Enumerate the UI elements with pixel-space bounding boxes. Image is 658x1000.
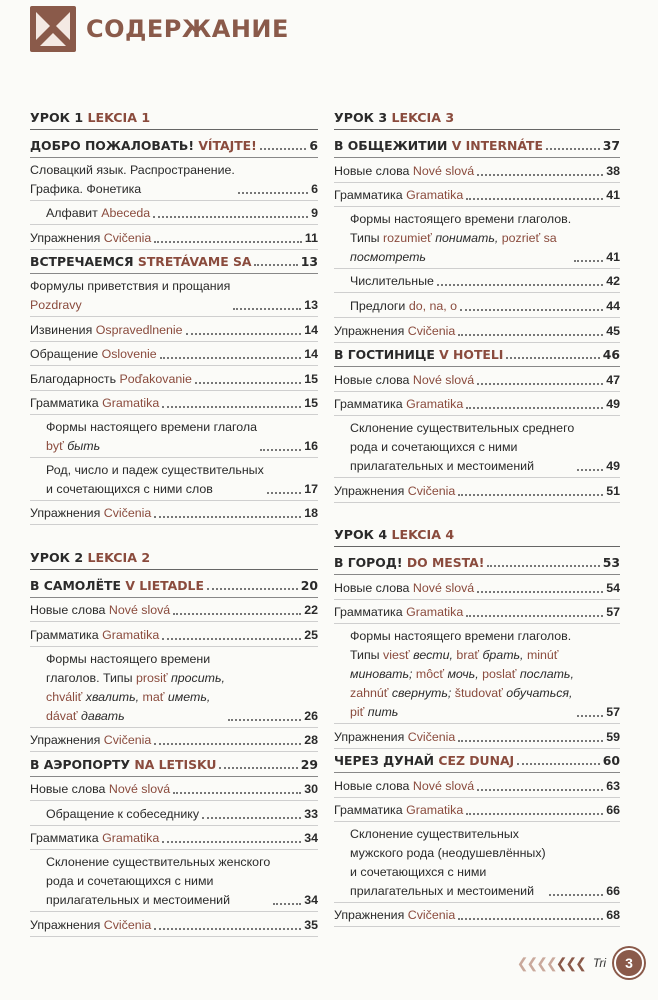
entry-title-sk: Abeceda — [101, 206, 151, 221]
toc-entry[interactable] — [30, 320, 318, 342]
entry-title: В ОБЩЕЖИТИИ — [334, 138, 448, 153]
toc-entry[interactable] — [334, 800, 620, 822]
entry-title: Обращение — [30, 347, 99, 362]
entry-title: прилагательных и местоимений — [350, 883, 535, 898]
entry-title-sk: brať — [456, 647, 479, 662]
page-number: 13 — [300, 254, 318, 270]
toc-entry[interactable] — [30, 600, 318, 622]
page-number: 14 — [304, 322, 318, 337]
page-number: 41 — [606, 188, 620, 203]
entry-title: Числительные — [350, 274, 434, 289]
toc-entry[interactable] — [334, 751, 620, 773]
lesson-label: УРОК 3 — [334, 110, 388, 125]
entry-title-sk: STRETÁVAME SA — [137, 254, 252, 270]
entry-title: Формы настоящего времени глаголов. — [350, 211, 572, 226]
toc-entry[interactable] — [30, 730, 318, 752]
entry-title-sk: študovať — [454, 685, 503, 700]
toc-entry[interactable] — [334, 394, 620, 416]
toc-entry[interactable] — [30, 915, 318, 937]
page-number: 45 — [606, 323, 620, 338]
entry-title-sk: Ospravedlnenie — [95, 322, 183, 337]
entry-title-sk: Nové slová — [108, 782, 171, 797]
toc-entry[interactable] — [334, 210, 620, 269]
entry-title: Склонение существительных женского — [46, 855, 271, 870]
entry-title: и сочетающихся с ними — [350, 864, 487, 879]
lesson-label: УРОК 4 — [334, 527, 388, 543]
toc-entry[interactable] — [30, 503, 318, 525]
page-number: 18 — [304, 506, 318, 521]
toc-entry[interactable] — [334, 825, 620, 903]
page-number: 29 — [300, 756, 318, 772]
entry-title-sk: DO MESTA! — [406, 555, 485, 571]
page-number: 34 — [304, 893, 318, 908]
toc-entry[interactable] — [30, 461, 318, 501]
toc-entry[interactable] — [30, 576, 318, 598]
page-number: 38 — [606, 163, 620, 178]
entry-title-sk: môcť — [415, 666, 444, 681]
entry-title: вести, — [413, 647, 453, 662]
toc-entry[interactable] — [30, 369, 318, 391]
entry-title: просить, — [170, 670, 225, 685]
page-number-badge: 3 — [614, 948, 644, 978]
entry-title: рода и сочетающихся с ними — [46, 874, 214, 889]
lesson-label-sk: LEKCIA 1 — [87, 110, 151, 125]
lesson-heading — [334, 525, 620, 547]
page-number: 30 — [304, 782, 318, 797]
entry-title: ДОБРО ПОЖАЛОВАТЬ! — [30, 138, 195, 153]
entry-title: прилагательных и местоимений — [46, 893, 231, 908]
toc-entry[interactable] — [30, 161, 318, 201]
toc-right-column — [334, 108, 620, 930]
entry-title-sk: mať — [142, 689, 165, 704]
entry-title: послать, — [519, 666, 574, 681]
entry-title-sk: rozumieť — [383, 230, 432, 245]
page-number: 49 — [606, 458, 620, 473]
entry-title: В ГОСТИНИЦЕ — [334, 347, 435, 363]
entry-title-sk: Cvičenia — [407, 483, 456, 498]
toc-entry[interactable] — [30, 252, 318, 274]
entry-title-sk: V LIETADLE — [125, 577, 204, 593]
page-number: 9 — [311, 206, 318, 221]
entry-title: Упражнения — [334, 908, 405, 923]
toc-entry[interactable] — [334, 602, 620, 624]
page-number: 15 — [304, 396, 318, 411]
page-number: 44 — [606, 298, 620, 313]
entry-title: Упражнения — [30, 917, 101, 932]
entry-title: Алфавит — [46, 206, 98, 221]
entry-title-sk: Cvičenia — [407, 323, 456, 338]
page-number: 6 — [311, 181, 318, 196]
page-number: 66 — [606, 803, 620, 818]
toc-entry[interactable] — [334, 481, 620, 503]
entry-title: и сочетающихся с ними слов — [46, 481, 213, 496]
entry-title: ЧЕРЕЗ ДУНАЙ — [334, 753, 435, 769]
entry-title: иметь, — [167, 689, 211, 704]
entry-title-sk: viesť — [383, 647, 410, 662]
entry-title: Упражнения — [30, 506, 101, 521]
entry-title-sk: V HOTELI — [439, 347, 504, 363]
entry-title: Новые слова — [334, 580, 410, 595]
entry-title-sk: byť — [46, 438, 64, 453]
entry-title-sk: Nové slová — [412, 580, 475, 595]
page-number: 17 — [304, 481, 318, 496]
entry-title: брать, — [482, 647, 524, 662]
page-word: Tri — [592, 956, 606, 970]
toc-entry[interactable] — [30, 828, 318, 850]
page-number: 46 — [602, 347, 620, 363]
toc-entry[interactable] — [334, 296, 620, 318]
page-number: 68 — [606, 908, 620, 923]
entry-title: Грамматика — [30, 831, 99, 846]
entry-title-sk: Gramatika — [406, 188, 464, 203]
entry-title: давать — [80, 708, 125, 723]
entry-title: Формулы приветствия и прощания — [30, 278, 231, 293]
toc-entry[interactable] — [30, 418, 318, 458]
entry-title: Новые слова — [334, 372, 410, 387]
toc-entry[interactable] — [30, 203, 318, 225]
page-number: 20 — [300, 577, 318, 593]
entry-title: ВСТРЕЧАЕМСЯ — [30, 254, 134, 270]
entry-title-sk: Nové slová — [412, 372, 475, 387]
toc-entry[interactable] — [334, 136, 620, 158]
lesson-heading — [30, 548, 318, 570]
toc-entry[interactable] — [30, 804, 318, 826]
entry-title: обучаться, — [506, 685, 573, 700]
entry-title-sk: Gramatika — [406, 397, 464, 412]
toc-entry[interactable] — [30, 650, 318, 728]
lesson-label-sk: LEKCIA 3 — [391, 110, 455, 125]
toc-left-column — [30, 108, 318, 939]
entry-title-sk: Cvičenia — [103, 230, 152, 245]
entry-title-sk: minúť — [526, 647, 559, 662]
entry-title: Грамматика — [334, 397, 403, 412]
lesson-heading — [30, 108, 318, 130]
toc-entry[interactable] — [334, 419, 620, 478]
page-number: 16 — [304, 438, 318, 453]
entry-title-sk: do, na, o — [408, 298, 458, 313]
page-number: 60 — [602, 753, 620, 769]
page-number: 66 — [606, 883, 620, 898]
entry-title: мужского рода (неодушевлённых) — [350, 845, 546, 860]
entry-title: Упражнения — [334, 483, 405, 498]
toc-entry[interactable] — [30, 136, 318, 158]
entry-title-sk: VÍTAJTE! — [198, 138, 257, 153]
entry-title: Склонение существительных — [350, 826, 519, 841]
page-number: 6 — [309, 138, 318, 153]
entry-title: Упражнения — [30, 230, 101, 245]
page-title: СОДЕРЖАНИЕ — [86, 15, 289, 43]
entry-title-sk: Gramatika — [102, 627, 160, 642]
page-number: 22 — [304, 603, 318, 618]
toc-entry[interactable] — [334, 905, 620, 927]
entry-title-sk: poslať — [482, 666, 517, 681]
page-number: 34 — [304, 831, 318, 846]
lesson-label-sk: LEKCIA 2 — [87, 549, 151, 565]
entry-title-sk: Nové slová — [412, 778, 475, 793]
page-number: 14 — [304, 347, 318, 362]
entry-title: Извинения — [30, 322, 93, 337]
entry-title: свернуть; — [391, 685, 452, 700]
toc-entry[interactable] — [30, 277, 318, 317]
entry-title-sk: dávať — [46, 708, 78, 723]
chevron-left-icon: ❮❮❮❮❮❮❮ — [516, 954, 585, 971]
entry-title: Склонение существительных среднего — [350, 420, 575, 435]
entry-title: В САМОЛЁТЕ — [30, 577, 121, 593]
entry-title: Словацкий язык. Распространение. — [30, 162, 235, 177]
page-number: 42 — [606, 274, 620, 289]
toc-entry[interactable] — [30, 393, 318, 415]
entry-title: Грамматика — [334, 605, 403, 620]
page-number: 15 — [304, 371, 318, 386]
entry-title: прилагательных и местоимений — [350, 458, 535, 473]
entry-title-sk: NA LETISKU — [134, 756, 217, 772]
page-footer — [517, 948, 644, 978]
toc-entry[interactable] — [334, 345, 620, 367]
entry-title: Род, число и падеж существительных — [46, 462, 264, 477]
entry-title: Формы настоящего времени глагола — [46, 419, 257, 434]
toc-entry[interactable] — [334, 627, 620, 724]
entry-title: Грамматика — [334, 188, 403, 203]
toc-entry[interactable] — [30, 344, 318, 366]
toc-entry[interactable] — [30, 228, 318, 250]
entry-title: Грамматика — [30, 396, 99, 411]
entry-title: Новые слова — [30, 782, 106, 797]
entry-title: Предлоги — [350, 298, 406, 313]
entry-title: пить — [367, 704, 399, 719]
page-number: 28 — [304, 733, 318, 748]
page-number: 33 — [304, 806, 318, 821]
entry-title-sk: Cvičenia — [103, 733, 152, 748]
toc-entry[interactable] — [30, 755, 318, 777]
toc-entry[interactable] — [334, 321, 620, 343]
toc-entry[interactable] — [30, 779, 318, 801]
page-number: 41 — [606, 249, 620, 264]
entry-title-sk: Pozdravy — [30, 297, 82, 312]
entry-title: Формы настоящего времени глаголов. — [350, 628, 572, 643]
lesson-heading — [334, 108, 620, 130]
lesson-label: УРОК 2 — [30, 549, 84, 565]
toc-entry[interactable] — [30, 853, 318, 912]
entry-title-sk: pozrieť sa — [501, 230, 557, 245]
entry-title: Грамматика — [30, 627, 99, 642]
toc-entry[interactable] — [334, 578, 620, 600]
entry-title-sk: Cvičenia — [103, 917, 152, 932]
entry-title-sk: CEZ DUNAJ — [438, 753, 515, 769]
entry-title-sk: zahnúť — [350, 685, 389, 700]
entry-title-sk: chváliť — [46, 689, 83, 704]
page-number: 63 — [606, 778, 620, 793]
toc-entry[interactable] — [30, 625, 318, 647]
page-number: 35 — [304, 917, 318, 932]
page-number: 51 — [606, 483, 620, 498]
toc-entry[interactable] — [334, 161, 620, 183]
book-logo-icon — [30, 6, 76, 52]
entry-title: Обращение к собеседнику — [46, 806, 200, 821]
page-number: 49 — [606, 397, 620, 412]
page-number: 57 — [606, 704, 620, 719]
entry-title: мочь, — [447, 666, 479, 681]
entry-title: Формы настоящего времени — [46, 651, 211, 666]
toc-entry[interactable] — [334, 271, 620, 293]
page-number: 37 — [602, 138, 620, 153]
page-number: 47 — [606, 372, 620, 387]
entry-title: Благодарность — [30, 371, 117, 386]
page-number: 11 — [304, 230, 318, 245]
entry-title: Новые слова — [334, 778, 410, 793]
lesson-label-sk: LEKCIA 4 — [391, 527, 455, 543]
entry-title-sk: Cvičenia — [103, 506, 152, 521]
entry-title: глаголов. Типы — [46, 670, 133, 685]
entry-title-sk: Nové slová — [108, 603, 171, 618]
toc-entry[interactable] — [334, 370, 620, 392]
entry-title-sk: Gramatika — [102, 831, 160, 846]
entry-title-sk: Oslovenie — [101, 347, 157, 362]
entry-title: посмотреть — [350, 249, 426, 264]
entry-title: Упражнения — [334, 323, 405, 338]
entry-title-sk: Nové slová — [412, 163, 475, 178]
entry-title: хвалить, — [85, 689, 140, 704]
entry-title-sk: Gramatika — [406, 803, 464, 818]
entry-title: Новые слова — [30, 603, 106, 618]
entry-title: понимать, — [435, 230, 499, 245]
entry-title-sk: Gramatika — [406, 605, 464, 620]
toc-entry[interactable] — [334, 727, 620, 749]
entry-title: миновать; — [350, 666, 413, 681]
entry-title-sk: Gramatika — [102, 396, 160, 411]
page-number: 13 — [304, 297, 318, 312]
page-number: 57 — [606, 605, 620, 620]
entry-title: Графика. Фонетика — [30, 181, 142, 196]
entry-title: Упражнения — [30, 733, 101, 748]
page-number: 25 — [304, 627, 318, 642]
toc-entry[interactable] — [334, 776, 620, 798]
toc-entry[interactable] — [334, 553, 620, 575]
entry-title-sk: piť — [350, 704, 365, 719]
entry-title: рода и сочетающихся с ними — [350, 439, 518, 454]
entry-title: быть — [67, 438, 101, 453]
entry-title: Типы — [350, 647, 380, 662]
entry-title: В АЭРОПОРТУ — [30, 756, 131, 772]
page-number: 53 — [602, 555, 620, 571]
entry-title-sk: Cvičenia — [407, 729, 456, 744]
lesson-label: УРОК 1 — [30, 110, 84, 125]
entry-title-sk: Cvičenia — [407, 908, 456, 923]
page-number: 26 — [304, 708, 318, 723]
entry-title-sk: V INTERNÁTE — [451, 138, 543, 153]
page-number: 59 — [606, 729, 620, 744]
entry-title: Упражнения — [334, 729, 405, 744]
entry-title: Типы — [350, 230, 380, 245]
entry-title: В ГОРОД! — [334, 555, 403, 571]
toc-entry[interactable] — [334, 185, 620, 207]
page-number: 54 — [606, 580, 620, 595]
entry-title: Грамматика — [334, 803, 403, 818]
entry-title: Новые слова — [334, 163, 410, 178]
entry-title-sk: Poďakovanie — [119, 371, 192, 386]
toc-header — [30, 4, 289, 54]
entry-title-sk: prosiť — [135, 670, 168, 685]
